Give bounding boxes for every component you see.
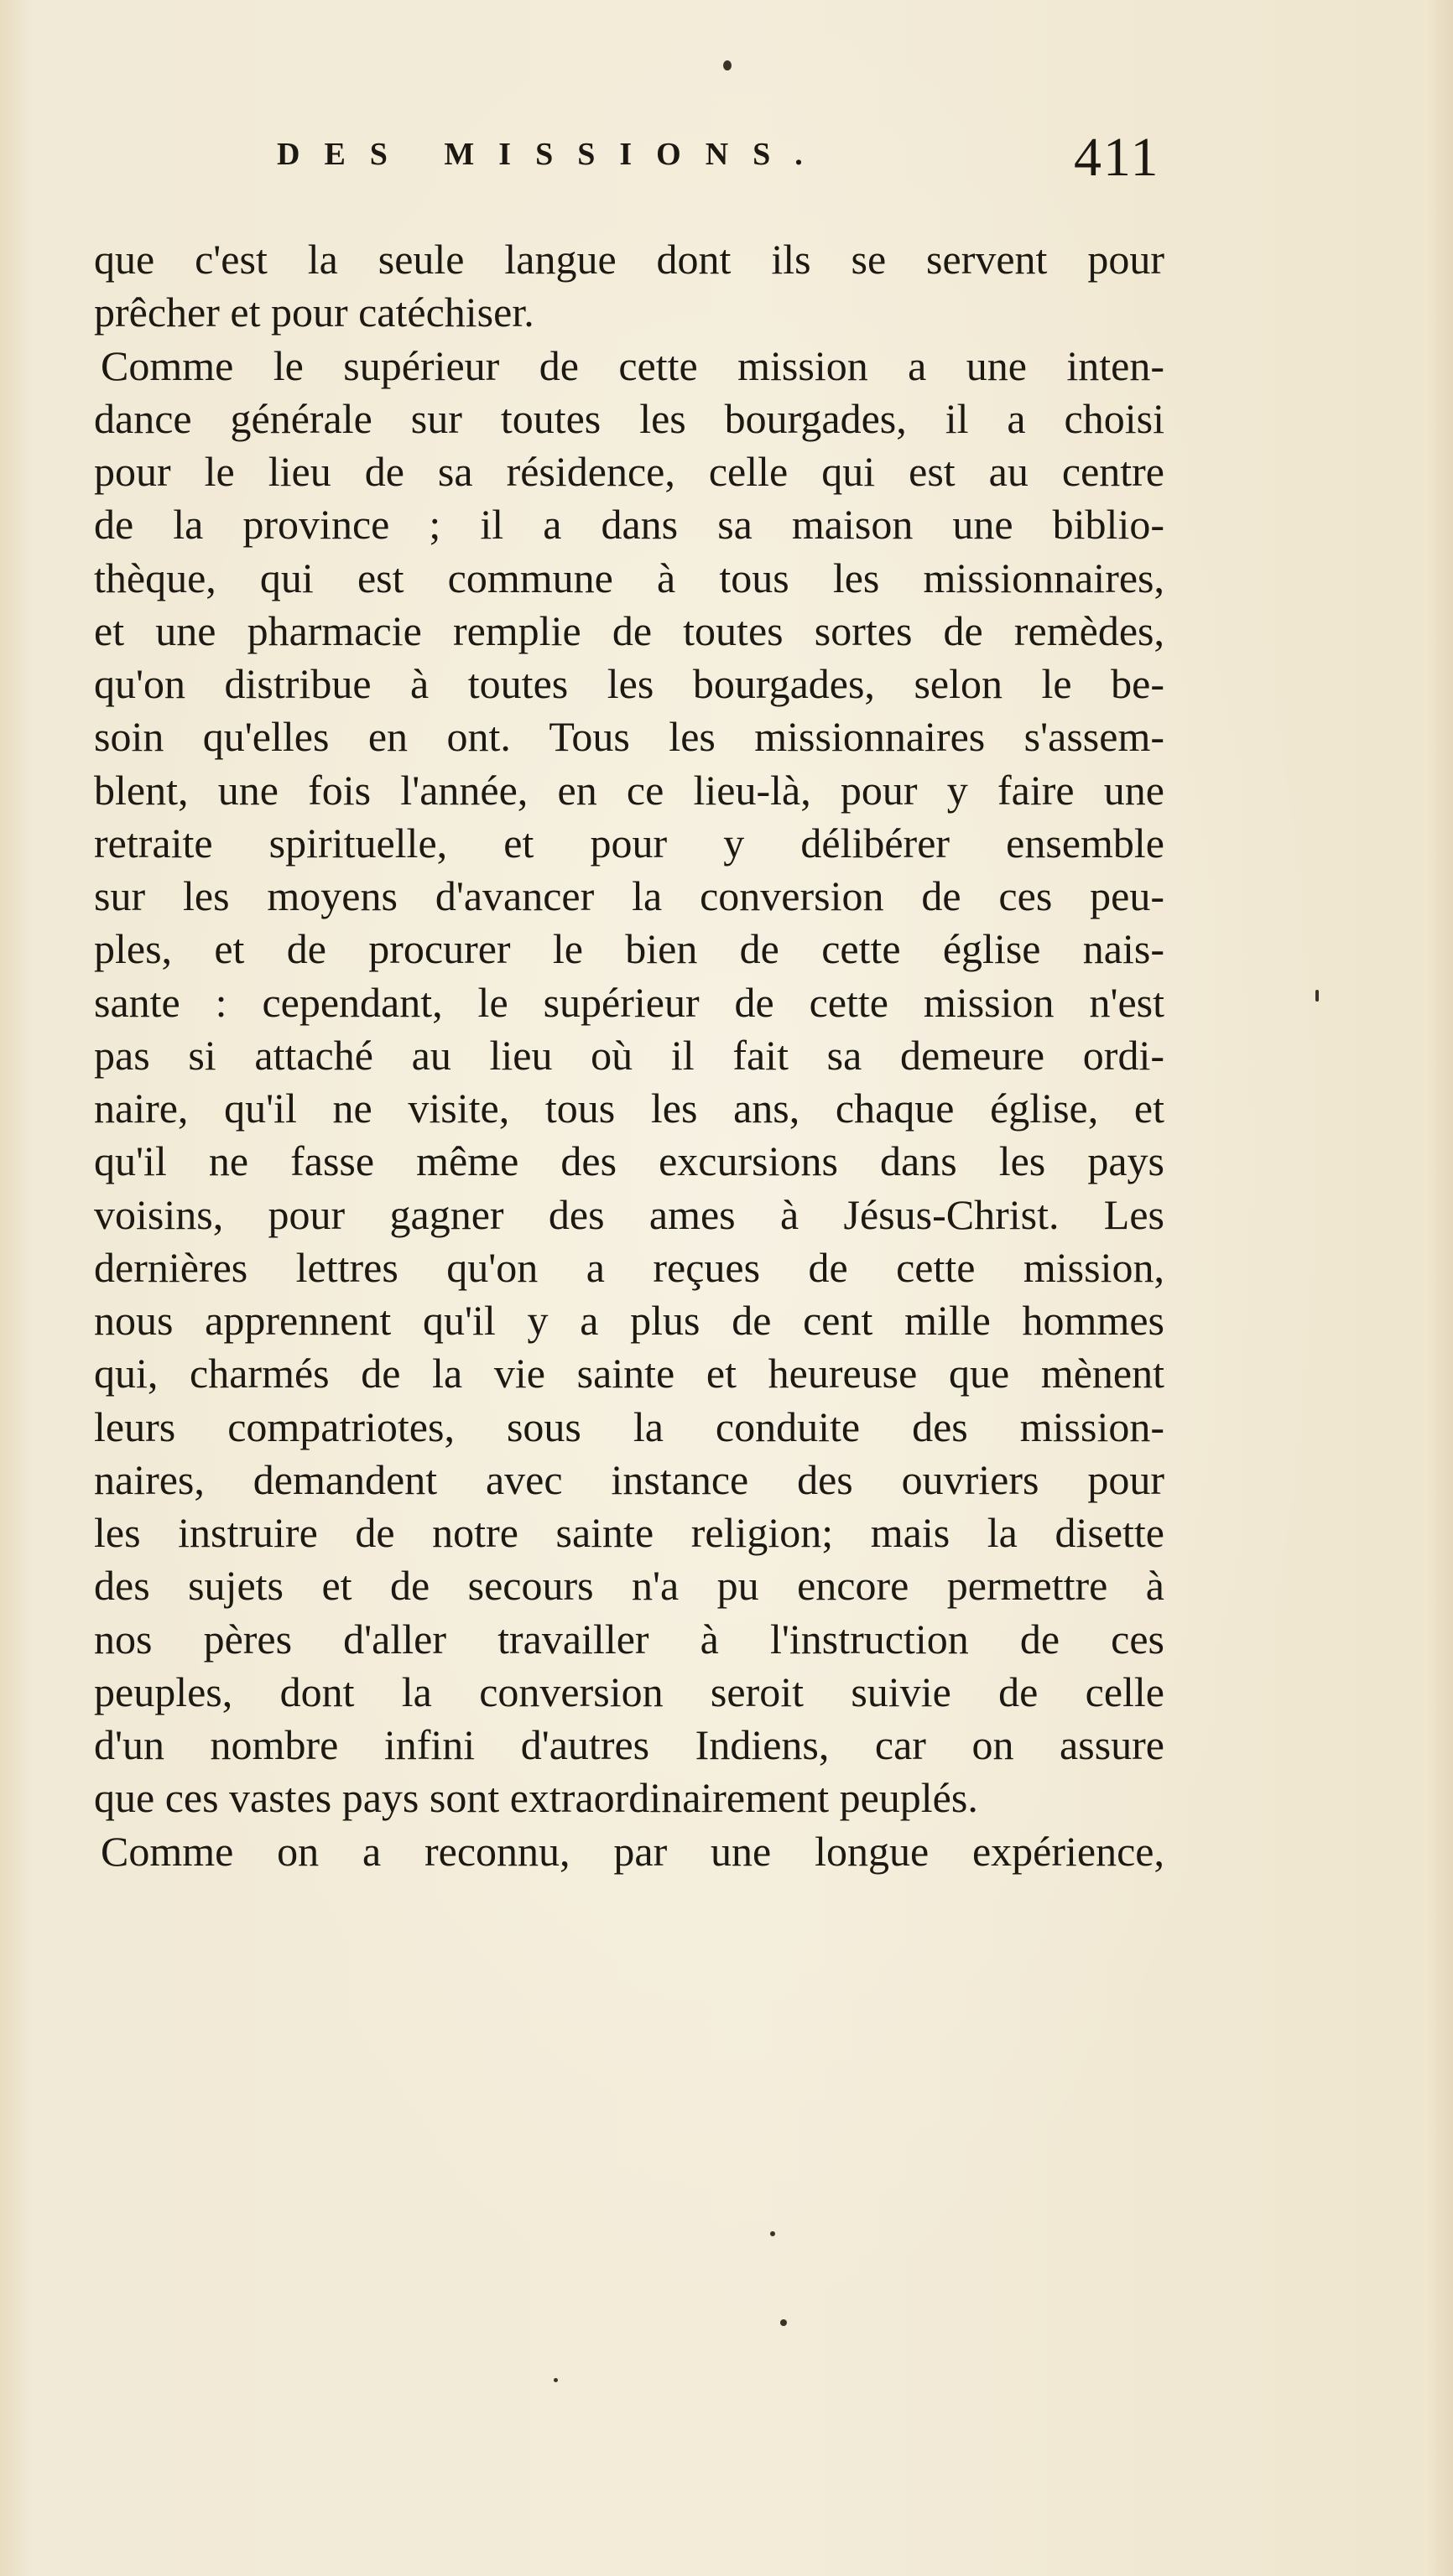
- text-line: leurs compatriotes, sous la conduite des mission-: [94, 1402, 1164, 1450]
- text-line: pour le lieu de sa résidence, celle qui est au centre: [94, 448, 1164, 495]
- text-line: dance générale sur toutes les bourgades, il a choisi: [94, 394, 1164, 442]
- text-line: dernières lettres qu'on a reçues de cette mission,: [94, 1243, 1164, 1291]
- ink-speck: [1315, 990, 1319, 1002]
- text-line: nous apprennent qu'il y a plus de cent mille hommes: [94, 1297, 1164, 1344]
- text-line: soin qu'elles en ont. Tous les missionnaires s'assem-: [94, 713, 1164, 761]
- text-line: de la province ; il a dans sa maison une biblio-: [94, 501, 1164, 549]
- text-line: des sujets et de secours n'a pu encore permettre à: [94, 1562, 1164, 1610]
- text-line: prêcher et pour catéchiser.: [94, 289, 534, 336]
- text-line: sante : cependant, le supérieur de cette mission n'est: [94, 978, 1164, 1026]
- text-line: naires, demandent avec instance des ouvriers pour: [94, 1455, 1164, 1503]
- text-line: et une pharmacie remplie de toutes sortes de remèdes,: [94, 606, 1164, 654]
- ink-speck: [723, 60, 732, 70]
- text-line: pas si attaché au lieu où il fait sa demeure ordi-: [94, 1031, 1164, 1079]
- text-line: thèque, qui est commune à tous les missionnaires,: [94, 554, 1164, 601]
- text-line: les instruire de notre sainte religion; mais la disette: [94, 1509, 1164, 1556]
- text-line: sur les moyens d'avancer la conversion de ces peu-: [94, 872, 1164, 919]
- text-line: que c'est la seule langue dont ils se servent pour: [94, 236, 1164, 283]
- text-line: ples, et de procurer le bien de cette église nais-: [94, 925, 1164, 973]
- page-number: 411: [1074, 127, 1160, 188]
- ink-speck: [554, 2378, 558, 2382]
- text-line: qu'on distribue à toutes les bourgades, selon le be-: [94, 660, 1164, 707]
- running-title: DES MISSIONS.: [277, 137, 827, 172]
- text-line: nos pères d'aller travailler à l'instruction de ces: [94, 1615, 1164, 1663]
- text-line: voisins, pour gagner des ames à Jésus-Christ. Les: [94, 1190, 1164, 1238]
- ink-speck: [780, 2319, 787, 2326]
- text-line: qu'il ne fasse même des excursions dans les pays: [94, 1137, 1164, 1185]
- body-text: [94, 233, 1164, 1878]
- text-line: Comme le supérieur de cette mission a une inten-: [101, 341, 1164, 389]
- ink-speck: [770, 2231, 775, 2236]
- text-line: que ces vastes pays sont extraordinairement peuplés.: [94, 1774, 978, 1822]
- text-line: retraite spirituelle, et pour y délibérer ensemble: [94, 819, 1164, 866]
- text-line: Comme on a reconnu, par une longue expérience,: [101, 1827, 1164, 1875]
- text-line: qui, charmés de la vie sainte et heureuse que mènent: [94, 1350, 1164, 1397]
- text-line: blent, une fois l'année, en ce lieu-là, pour y faire une: [94, 766, 1164, 814]
- text-line: naire, qu'il ne visite, tous les ans, chaque église, et: [94, 1085, 1164, 1132]
- text-line: d'un nombre infini d'autres Indiens, car on assure: [94, 1721, 1164, 1768]
- text-line: peuples, dont la conversion seroit suivie de celle: [94, 1668, 1164, 1715]
